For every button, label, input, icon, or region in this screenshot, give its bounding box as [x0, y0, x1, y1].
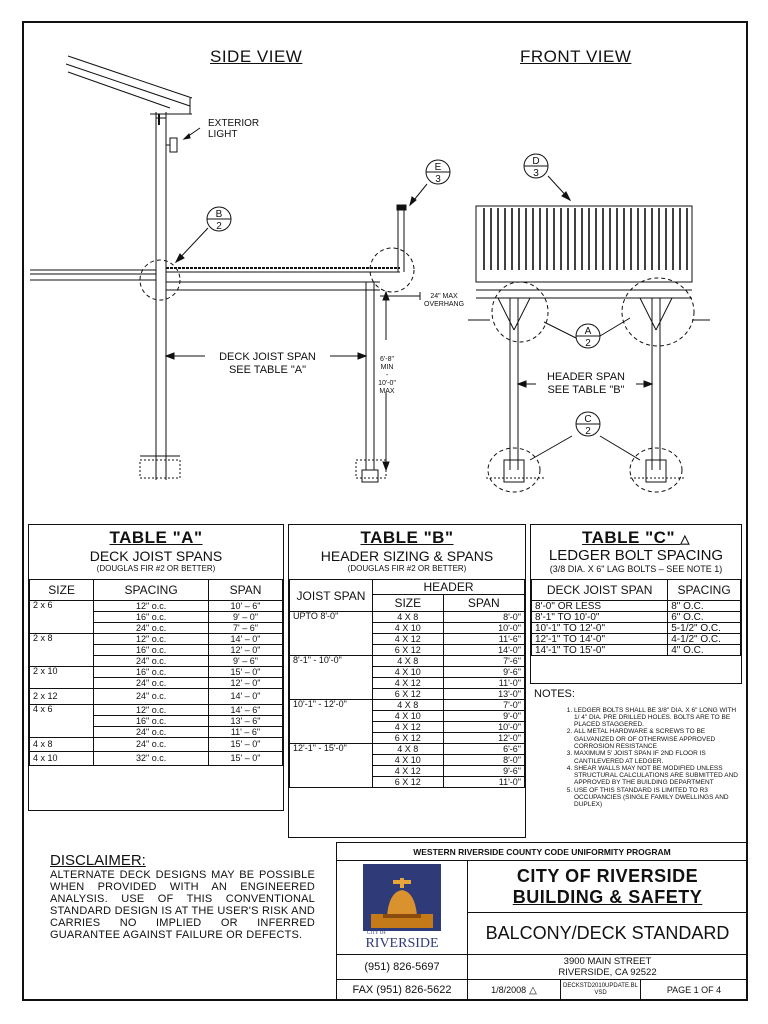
table-row: 16" o.c. 13' – 6"	[30, 716, 283, 727]
table-row: 4 X 12 9'-6"	[290, 766, 525, 777]
callout-c-top: C	[584, 414, 592, 425]
file-name: DECKSTD2010UPDATE.BLVSD	[561, 980, 641, 1000]
table-row: 4 X 12 11'-6"	[290, 634, 525, 645]
table-c-header-spacing: SPACING	[668, 580, 741, 601]
table-b-header-joist: JOIST SPAN	[290, 580, 373, 612]
callout-e-top: E	[434, 162, 442, 173]
note-item: 2. ALL METAL HARDWARE & SCREWS TO BE GALVANIZED OR OF OTHERWISE APPROVED CORROSION RESISTANCE	[574, 728, 740, 750]
table-row: 4 X 10 9'-6"	[290, 667, 525, 678]
table-row: 2 x 8 12" o.c. 14' – 0"	[30, 634, 283, 645]
table-row: 6 X 12 11'-0"	[290, 777, 525, 788]
table-row: 24" o.c. 7' – 6"	[30, 623, 283, 634]
table-b-subtitle: HEADER SIZING & SPANS	[320, 548, 494, 564]
page-number: PAGE 1 OF 4	[666, 985, 722, 995]
disclaimer-title: DISCLAIMER:	[50, 852, 146, 869]
table-row: 4 X 10 10'-0"	[290, 623, 525, 634]
table-row: 2 x 12 24" o.c. 14' – 0"	[30, 689, 283, 705]
table-row: 6 X 12 13'-0"	[290, 689, 525, 700]
table-b-grid	[289, 579, 525, 788]
city-logo	[337, 861, 468, 955]
callout-b-bottom: 2	[216, 221, 222, 232]
callout-d-bottom: 3	[533, 168, 539, 179]
table-b-header-span: SPAN	[443, 595, 524, 612]
disclaimer	[50, 852, 315, 941]
table-row: UPTO 8'-0" 4 X 8 8'-0"	[290, 612, 525, 623]
table-a-grid	[29, 579, 283, 766]
table-row: 24" o.c. 12' – 0"	[30, 678, 283, 689]
table-c-note: (3/8 DIA. X 6" LAG BOLTS – SEE NOTE 1)	[549, 564, 723, 574]
height-label: 6'-8" MIN - 10'-0" MAX	[378, 356, 396, 395]
table-b-title: TABLE "B"	[360, 528, 454, 547]
table-c	[530, 524, 742, 684]
table-b-header-header: HEADER	[373, 580, 525, 595]
callout-a-top: A	[584, 326, 592, 337]
table-a-header-spacing: SPACING	[94, 580, 209, 601]
table-row: 14'-1" TO 15'-0" 4" O.C.	[532, 645, 741, 656]
warning-triangle-icon: △	[680, 532, 690, 546]
notes	[534, 688, 740, 815]
table-row: 8'-1" - 10'-0" 4 X 8 7'-6"	[290, 656, 525, 667]
fax-number: FAX (951) 826-5622	[337, 980, 468, 1000]
notes-title: NOTES:	[534, 688, 575, 700]
note-item: 3. MAXIMUM 5' JOIST SPAN IF 2ND FLOOR IS CANTILEVERED AT LEDGER.	[574, 750, 740, 765]
table-row: 4 X 10 8'-0"	[290, 755, 525, 766]
note-item: 1. LEDGER BOLTS SHALL BE 3/8" DIA. X 6" LONG WITH 1/ 4" DIA. PRE DRILLED HOLES. BOLTS ARE TO BE PLACED STAGGERED.	[574, 707, 740, 729]
address-line-1: 3900 MAIN STREET	[563, 956, 652, 967]
table-row: 4 x 6 12" o.c. 14' – 6"	[30, 705, 283, 716]
table-c-subtitle: LEDGER BOLT SPACING	[548, 547, 724, 564]
table-row: 4 x 8 24" o.c. 15' – 0"	[30, 738, 283, 752]
table-b-note: (DOUGLAS FIR #2 OR BETTER)	[347, 564, 467, 573]
table-a-subtitle: DECK JOIST SPANS	[89, 548, 223, 564]
table-row: 12'-1" - 15'-0" 4 X 8 6'-6"	[290, 744, 525, 755]
notes-list	[534, 707, 740, 809]
callout-c-bottom: 2	[585, 426, 591, 437]
table-row: 2 x 10 16" o.c. 15' – 0"	[30, 667, 283, 678]
table-row: 4 x 10 32" o.c. 15' – 0"	[30, 752, 283, 766]
document-title: BALCONY/DECK STANDARD	[468, 913, 747, 955]
address-line-2: RIVERSIDE, CA 92522	[558, 967, 657, 978]
table-b	[288, 524, 526, 838]
logo-big-text: RIVERSIDE	[365, 935, 439, 951]
front-view-title: FRONT VIEW	[520, 47, 632, 66]
table-row: 4 X 12 11'-0"	[290, 678, 525, 689]
table-row: 24" o.c. 9' – 6"	[30, 656, 283, 667]
warning-triangle-icon: △	[529, 984, 537, 996]
table-row: 10'-1" - 12'-0" 4 X 8 7'-0"	[290, 700, 525, 711]
disclaimer-text: ALTERNATE DECK DESIGNS MAY BE POSSIBLE WHEN PROVIDED WITH AN ENGINEERED ANALYSIS. USE OF THIS CONVENTIONAL STANDARD DESIGN IS AT THE USER'S RISK AND CARRIES NO IMPLIED OR INFERRED GUARANTEE AGAINST FAILURE OR DEFECTS.	[50, 869, 315, 941]
department-name: BUILDING & SAFETY	[512, 886, 703, 907]
table-b-header-size: SIZE	[373, 595, 444, 612]
header-span-label: HEADER SPAN SEE TABLE "B"	[546, 371, 626, 396]
table-c-title: TABLE "C"	[582, 528, 676, 547]
table-a-note: (DOUGLAS FIR #2 OR BETTER)	[96, 564, 216, 573]
program-label: WESTERN RIVERSIDE COUNTY CODE UNIFORMITY PROGRAM	[337, 843, 747, 861]
table-row: 16" o.c. 12' – 0"	[30, 645, 283, 656]
table-row: 6 X 12 14'-0"	[290, 645, 525, 656]
table-c-header-span: DECK JOIST SPAN	[532, 580, 668, 601]
table-a-header-span: SPAN	[208, 580, 282, 601]
table-a-header-size: SIZE	[30, 580, 94, 601]
exterior-light-label: EXTERIOR LIGHT	[208, 118, 260, 140]
callout-e-bottom: 3	[435, 174, 441, 185]
revision-date: 1/8/2008	[491, 985, 527, 995]
table-row: 10'-1" TO 12'-0" 5-1/2" O.C.	[532, 623, 741, 634]
table-row: 2 x 6 12" o.c. 10' – 6"	[30, 601, 283, 612]
table-c-grid	[531, 579, 741, 656]
table-a	[28, 524, 284, 811]
callout-a-bottom: 2	[585, 338, 591, 349]
phone-number: (951) 826-5697	[337, 955, 468, 980]
table-row: 8'-0" OR LESS 8" O.C.	[532, 601, 741, 612]
table-row: 4 X 12 10'-0"	[290, 722, 525, 733]
table-row: 16" o.c. 9' – 0"	[30, 612, 283, 623]
title-block	[336, 842, 748, 1001]
city-name: CITY OF RIVERSIDE	[516, 865, 699, 886]
note-item: 4. SHEAR WALLS MAY NOT BE MODIFIED UNLESS STRUCTURAL CALCULATIONS ARE SUBMITTED AND APPROVED BY THE BUILDING DEPARTMENT	[574, 765, 740, 787]
table-row: 24" o.c. 11' – 6"	[30, 727, 283, 738]
table-row: 8'-1" TO 10'-0" 6" O.C.	[532, 612, 741, 623]
logo-small-text: CITY OF	[367, 930, 387, 936]
table-row: 6 X 12 12'-0"	[290, 733, 525, 744]
table-row: 4 X 10 9'-0"	[290, 711, 525, 722]
table-row: 12'-1" TO 14'-0" 4-1/2" O.C.	[532, 634, 741, 645]
bell-icon	[363, 864, 441, 936]
callout-d-top: D	[532, 156, 540, 167]
deck-joist-span-label: DECK JOIST SPAN SEE TABLE "A"	[219, 351, 316, 376]
note-item: 5. USE OF THIS STANDARD IS LIMITED TO R3 OCCUPANCIES (SINGLE FAMILY DWELLINGS AND DUPLEX)	[574, 787, 740, 809]
overhang-label: 24" MAX OVERHANG	[424, 293, 465, 308]
side-view-title: SIDE VIEW	[210, 47, 303, 66]
callout-b-top: B	[215, 209, 223, 220]
table-a-title: TABLE "A"	[109, 528, 203, 547]
